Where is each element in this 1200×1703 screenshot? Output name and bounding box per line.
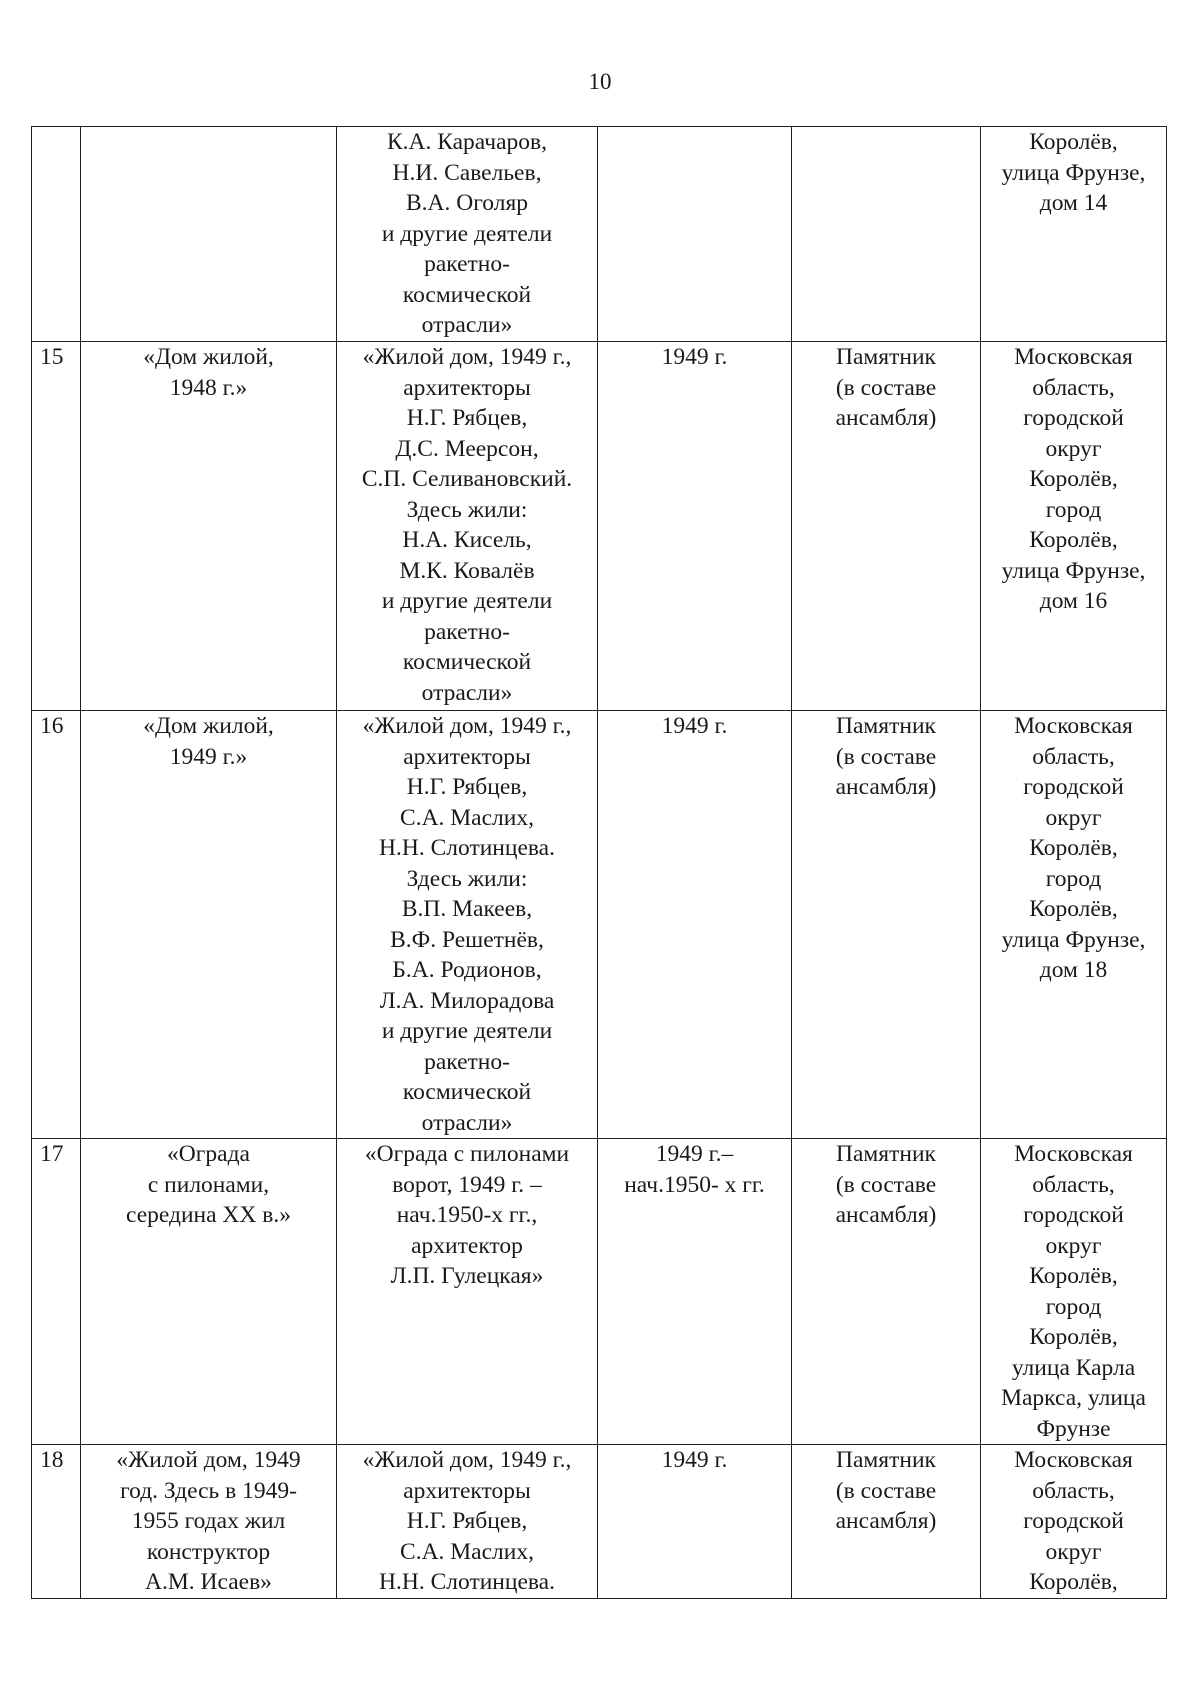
cell-number: 17 xyxy=(32,1139,81,1445)
cell-date: 1949 г.– нач.1950- х гг. xyxy=(598,1139,792,1445)
cell-date: 1949 г. xyxy=(598,711,792,1139)
cell-date: 1949 г. xyxy=(598,342,792,711)
cell-location: Королёв, улица Фрунзе, дом 14 xyxy=(981,127,1167,342)
cell-number: 18 xyxy=(32,1445,81,1599)
table-row xyxy=(32,342,1167,711)
cell-description: «Жилой дом, 1949 г., архитекторы Н.Г. Рябцев, Д.С. Меерсон, С.П. Селивановский. Здесь жили: Н.А. Кисель, М.К. Ковалёв и другие деятели ракетно- космической отрасли» xyxy=(337,342,598,711)
cell-category: Памятник (в составе ансамбля) xyxy=(792,711,981,1139)
cell-date: 1949 г. xyxy=(598,1445,792,1599)
cell-date xyxy=(598,127,792,342)
cell-location: Московская область, городской округ Королёв, город Королёв, улица Фрунзе, дом 18 xyxy=(981,711,1167,1139)
cell-description: «Ограда с пилонами ворот, 1949 г. – нач.1950-х гг., архитектор Л.П. Гулецкая» xyxy=(337,1139,598,1445)
cell-location: Московская область, городской округ Королёв, город Королёв, улица Карла Маркса, улица Фрунзе xyxy=(981,1139,1167,1445)
cell-object-name: «Дом жилой, 1948 г.» xyxy=(81,342,337,711)
table-row xyxy=(32,711,1167,1139)
cell-category: Памятник (в составе ансамбля) xyxy=(792,1139,981,1445)
cell-object-name: «Ограда с пилонами, середина XX в.» xyxy=(81,1139,337,1445)
cell-object-name xyxy=(81,127,337,342)
cell-object-name: «Жилой дом, 1949 год. Здесь в 1949- 1955 годах жил конструктор А.М. Исаев» xyxy=(81,1445,337,1599)
table-row xyxy=(32,1445,1167,1599)
table-row xyxy=(32,1139,1167,1445)
cell-number: 15 xyxy=(32,342,81,711)
cell-number xyxy=(32,127,81,342)
cell-category: Памятник (в составе ансамбля) xyxy=(792,1445,981,1599)
cell-location: Московская область, городской округ Королёв, xyxy=(981,1445,1167,1599)
cell-category: Памятник (в составе ансамбля) xyxy=(792,342,981,711)
cell-object-name: «Дом жилой, 1949 г.» xyxy=(81,711,337,1139)
heritage-register-table xyxy=(31,126,1167,1599)
page-number: 10 xyxy=(588,69,612,94)
cell-category xyxy=(792,127,981,342)
cell-location: Московская область, городской округ Королёв, город Королёв, улица Фрунзе, дом 16 xyxy=(981,342,1167,711)
cell-description: «Жилой дом, 1949 г., архитекторы Н.Г. Рябцев, С.А. Маслих, Н.Н. Слотинцева. xyxy=(337,1445,598,1599)
cell-number: 16 xyxy=(32,711,81,1139)
cell-description: «Жилой дом, 1949 г., архитекторы Н.Г. Рябцев, С.А. Маслих, Н.Н. Слотинцева. Здесь жили: В.П. Макеев, В.Ф. Решетнёв, Б.А. Родионов, Л.А. Милорадова и другие деятели ракетно- космической отрасли» xyxy=(337,711,598,1139)
table-row xyxy=(32,127,1167,342)
cell-description: К.А. Карачаров, Н.И. Савельев, В.А. Оголяр и другие деятели ракетно- космической отрасли» xyxy=(337,127,598,342)
